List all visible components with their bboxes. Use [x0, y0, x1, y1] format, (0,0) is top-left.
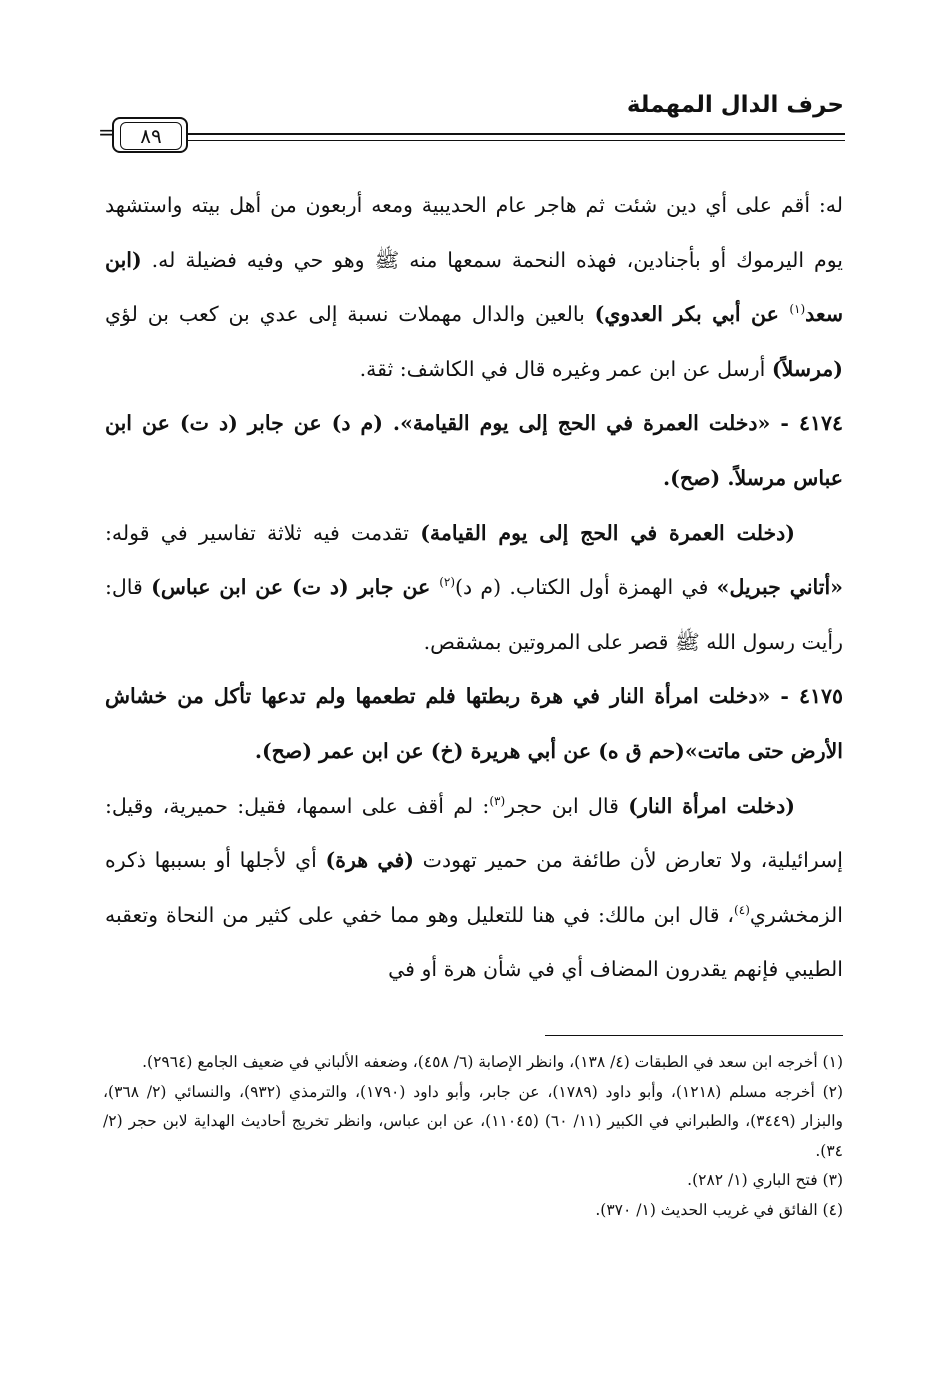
text-bold: (ابن سعد	[105, 247, 843, 327]
text-bold: «أتاني جبريل»	[716, 575, 843, 600]
text-run: تقدمت فيه ثلاثة تفاسير في قوله:	[105, 520, 421, 545]
footnote-ref-1[interactable]: (١)	[789, 302, 806, 317]
running-header-title: حرف الدال المهملة	[626, 92, 844, 118]
paragraph-1	[105, 178, 843, 396]
footnote-ref-3[interactable]: (٣)	[489, 793, 506, 808]
footnote-ref-4[interactable]: (٤)	[734, 902, 750, 917]
text-run: أرسل عن ابن عمر وغيره قال في الكاشف: ثقة.	[359, 356, 772, 381]
text-run: بالعين والدال مهملات نسبة إلى عدي بن كعب بن لؤي	[105, 302, 595, 327]
footnote-separator	[545, 1035, 843, 1036]
footnote-1: (١) أخرجه ابن سعد في الطبقات (٤/ ١٣٨)، وانظر الإصابة (٦/ ٤٥٨)، وضعفه الألباني في ضعيف الجامع (٢٩٦٤).	[142, 1053, 843, 1071]
text-bold: عن أبي بكر العدوي)	[594, 302, 790, 327]
text-run: في الهمزة أول الكتاب.	[501, 575, 717, 600]
text-bold: عن جابر (د ت) عن ابن عباس)	[151, 575, 440, 600]
text-run: أي لأجلها أو بسببها ذكره الزمخشري	[105, 848, 843, 927]
header-rule-bottom	[188, 140, 845, 141]
footnotes	[103, 1048, 843, 1225]
text-run: قال: رأيت رسول الله ﷺ قصر على المروتين بمشقص.	[105, 575, 843, 654]
text-bold: (في هرة)	[325, 848, 414, 873]
text-bold: (دخلت امرأة النار)	[628, 793, 795, 818]
page-number: ٨٩	[120, 122, 182, 150]
text-run: ، قال ابن مالك: في هنا للتعليل وهو مما خفي على كثير من النحاة وتعقبه الطيبي فإنهم يقدرون المضاف أي في شأن هرة أو في	[105, 902, 843, 982]
text-run: (م د)	[455, 575, 502, 600]
text-bold: (دخلت العمرة في الحج إلى يوم القيامة)	[420, 520, 795, 545]
text-run: قال ابن حجر	[505, 793, 629, 818]
hadith-text: ٤١٧٤ - «دخلت العمرة في الحج إلى يوم القيامة». (م د) عن جابر (د ت) عن ابن عباس مرسلاً. (صح).	[105, 411, 843, 490]
main-text	[105, 178, 843, 997]
header-ornament: =	[98, 120, 115, 144]
paragraph-2	[105, 506, 843, 670]
text-bold: (مرسلاً)	[771, 356, 843, 381]
footnote-3: (٣) فتح الباري (١/ ٢٨٢).	[687, 1171, 843, 1189]
hadith-4174	[105, 396, 843, 505]
text-run: : لم أقف على اسمها، فقيل: حميرية، وقيل: إسرائيلية، ولا تعارض لأن طائفة من حمير تهودت	[105, 793, 843, 873]
hadith-4175	[105, 669, 843, 778]
footnote-4: (٤) الفائق في غريب الحديث (١/ ٣٧٠).	[595, 1200, 843, 1219]
footnote-2: (٢) أخرجه مسلم (١٢١٨)، وأبو داود (١٧٨٩)، عن جابر، وأبو داود (١٧٩٠)، والترمذي (٩٣٢)، والنسائي (٢/ ٣٦٨)، والبزار (٣٤٤٩)، والطبراني في الكبير (١١/ ٦٠) (١١٠٤٥)، عن ابن عباس، وانظر تخريج أحاديث الهداية لابن حجر (٢/ ٣٤).	[103, 1082, 844, 1160]
header-rule-top	[188, 133, 845, 135]
footnote-ref-2[interactable]: (٢)	[439, 575, 456, 590]
text-run: له: أقم على أي دين شئت ثم هاجر عام الحديبية ومعه أربعون من أهل بيته واستشهد يوم اليرموك أو بأجنادين، فهذه النحمة سمعها منه ﷺ وهو حي وفيه فضيلة له.	[105, 193, 843, 272]
hadith-text: ٤١٧٥ - «دخلت امرأة النار في هرة ربطتها فلم تطعمها ولم تدعها تأكل من خشاش الأرض حتى ماتت»(حم ق ه) عن أبي هريرة (خ) عن ابن عمر (صح).	[105, 684, 843, 763]
paragraph-3	[105, 779, 843, 997]
